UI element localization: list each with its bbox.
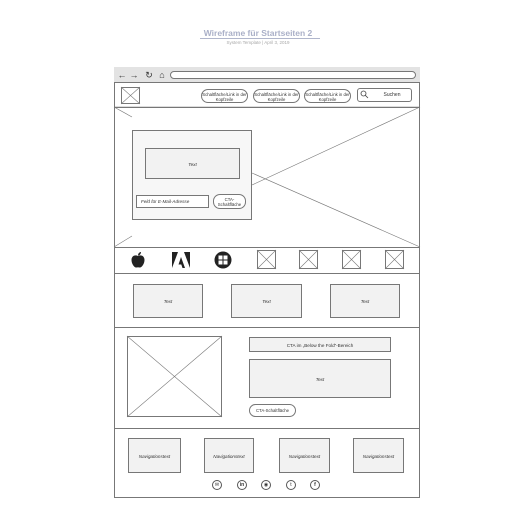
email-field[interactable]: Feld für E-Mail-Adresse (136, 195, 209, 208)
reload-icon[interactable]: ↻ (145, 70, 153, 80)
logo-placeholder (121, 87, 140, 104)
linkedin-icon[interactable]: in (237, 480, 247, 490)
document-title: Wireframe für Startseiten 2 (203, 28, 313, 38)
apple-logo-icon (129, 251, 147, 269)
text-card-3: Text (330, 284, 400, 318)
header-link-1[interactable]: Schaltfläche/Link in der Kopfzeile (201, 89, 248, 103)
footer-nav-2[interactable]: Navigationstext (204, 438, 254, 473)
forward-arrow-icon[interactable]: → (129, 70, 139, 80)
hero-cta-button[interactable]: CTA-Schaltfläche (213, 194, 246, 209)
logos-divider (114, 273, 420, 274)
text-card-2: Text (231, 284, 302, 318)
hero-text-box: Text (145, 148, 240, 179)
below-fold-divider (114, 428, 420, 429)
below-fold-cta-button[interactable]: CTA-Schaltfläche (249, 404, 296, 417)
title-divider (200, 38, 320, 39)
below-fold-image-placeholder (127, 336, 222, 417)
search-icon (360, 90, 369, 99)
facebook-icon[interactable]: f (310, 480, 320, 490)
adobe-logo-icon (171, 251, 191, 269)
back-arrow-icon[interactable]: ← (117, 70, 127, 80)
search-label: Suchen (383, 92, 401, 98)
document-subtitle: System Template | April 3, 2019 (226, 40, 290, 45)
twitter-icon[interactable]: t (286, 480, 296, 490)
text-card-1: Text (133, 284, 203, 318)
footer-nav-4[interactable]: Navigationstext (353, 438, 404, 473)
email-icon[interactable]: ✉ (212, 480, 222, 490)
footer-nav-1[interactable]: Navigationstext (128, 438, 181, 473)
url-bar[interactable] (170, 71, 416, 79)
below-fold-cta-heading: CTA im „Below the Fold“-Bereich (249, 337, 391, 352)
logo-placeholder-4 (385, 250, 404, 269)
logo-placeholder-2 (299, 250, 318, 269)
header-link-2[interactable]: Schaltfläche/Link in der Kopfzeile (253, 89, 300, 103)
instagram-icon[interactable]: ◉ (261, 480, 271, 490)
text-row-divider (114, 327, 420, 328)
home-icon[interactable]: ⌂ (159, 70, 165, 80)
logo-placeholder-3 (342, 250, 361, 269)
logo-placeholder-1 (257, 250, 276, 269)
hero-divider (114, 247, 420, 248)
windows-logo-icon (214, 251, 232, 269)
header-link-3[interactable]: Schaltfläche/Link in der Kopfzeile (304, 89, 351, 103)
footer-nav-3[interactable]: Navigationstext (279, 438, 330, 473)
below-fold-text-box: Text (249, 359, 391, 398)
